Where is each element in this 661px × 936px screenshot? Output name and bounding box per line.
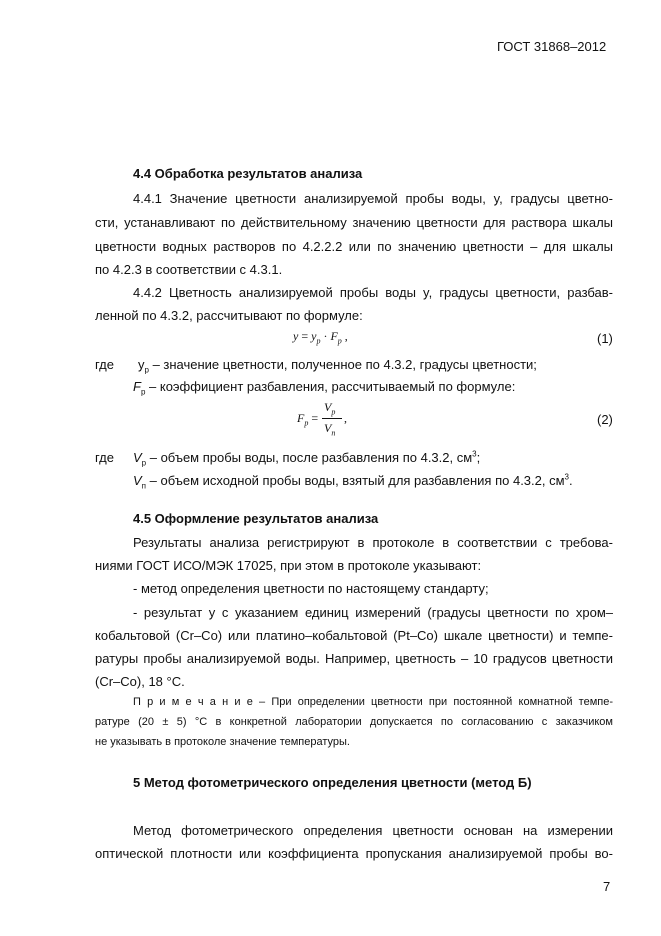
symbol: F [133, 379, 141, 394]
symbol-sub: р [144, 365, 149, 375]
formula-denominator [324, 421, 335, 436]
formula-sub: n [331, 428, 336, 438]
text-line: Метод фотометрического определения цветности основан на измерении [133, 823, 613, 838]
formula-var-vn: V [324, 421, 332, 435]
formula-var-fp: F [330, 329, 338, 343]
section-4-4-heading: 4.4 Обработка результатов анализа [133, 166, 363, 181]
symbol: V [133, 473, 142, 488]
text-line: по 4.2.3 в соответствии с 4.3.1. [95, 262, 283, 277]
formula-1-number: (1) [597, 331, 613, 346]
formula-equals: = [308, 411, 319, 425]
formula-1 [293, 329, 348, 346]
symbol-sub: р [141, 458, 147, 468]
text-line: кобальтовой (Cr–Co) или платино–кобальтовой (Pt–Co) шкале цветности) и темпе- [95, 628, 613, 643]
note-line [133, 696, 613, 709]
definition-vp [133, 450, 480, 466]
formula-sub: р [337, 336, 342, 346]
formula-2-number: (2) [597, 412, 613, 427]
page-number: 7 [603, 879, 611, 894]
definition-end: . [569, 473, 573, 488]
note-label: П р и м е ч а н и е [133, 696, 253, 708]
header-standard: ГОСТ 31868–2012 [497, 39, 607, 54]
symbol: V [133, 450, 142, 465]
formula-var-y: y [293, 329, 299, 343]
note-line: не указывать в протоколе значение температуры. [95, 736, 350, 748]
note-line: ратуре (20 ± 5) °С в конкретной лаборатории допускается по согласованию с заказчиком [95, 716, 613, 728]
formula-equals: = [298, 329, 312, 343]
superscript: 3 [564, 472, 569, 482]
definition-text: – значение цветности, полученное по 4.3.2, градусы цветности; [148, 357, 537, 372]
definition-vn [133, 473, 573, 489]
definition-text: – коэффициент разбавления, рассчитываемый по формуле: [145, 379, 516, 394]
formula-comma: , [341, 329, 348, 343]
symbol-sub: п [141, 481, 147, 491]
formula-var-fp: F [297, 411, 305, 425]
formula-sub: р [316, 336, 321, 346]
formula-lhs [297, 411, 318, 426]
definition-text: – объем пробы воды, после разбавления по 4.3.2, см [146, 450, 473, 465]
text-line: - результат y с указанием единиц измерений (градусы цветности по хром– [133, 605, 613, 620]
definition-yp [138, 357, 537, 373]
definition-fp [133, 379, 515, 395]
text-line: (Cr–Co), 18 °С. [95, 674, 185, 689]
where-label: где [95, 357, 114, 372]
formula-comma: , [344, 411, 347, 425]
text-line: ратуры пробы анализируемой воды. Например, цветность – 10 градусов цветности [95, 651, 613, 666]
formula-sub: р [331, 407, 336, 417]
definition-end: ; [476, 450, 481, 465]
formula-sub: р [304, 418, 309, 428]
text-line: цветности водных растворов по 4.2.2.2 или по значению цветности – для шкалы [95, 239, 613, 254]
list-item: - метод определения цветности по настоящему стандарту; [133, 581, 489, 596]
where-label: где [95, 450, 114, 465]
formula-var-yp: y [311, 329, 317, 343]
superscript: 3 [472, 449, 477, 459]
text-line: ниями ГОСТ ИСО/МЭК 17025, при этом в протоколе указывают: [95, 558, 482, 573]
text-line: 4.4.2 Цветность анализируемой пробы воды y, градусы цветности, разбав- [133, 285, 613, 300]
text-line: сти, устанавливают по действительному значению цветности для раствора шкалы [95, 215, 613, 230]
definition-text: – объем исходной пробы воды, взятый для разбавления по 4.3.2, см [146, 473, 565, 488]
fraction-bar [322, 418, 342, 419]
note-text: – При определении цветности при постоянной комнатной темпе- [252, 696, 613, 708]
formula-numerator [324, 400, 335, 415]
formula-var-vp: V [324, 400, 332, 414]
text-line: ленной по 4.3.2, рассчитывают по формуле: [95, 308, 363, 323]
symbol-sub: р [140, 387, 146, 397]
text-line: 4.4.1 Значение цветности анализируемой пробы воды, y, градусы цветно- [133, 191, 613, 206]
formula-dot: · [320, 329, 331, 343]
section-5-heading: 5 Метод фотометрического определения цветности (метод Б) [133, 775, 532, 790]
symbol: y [138, 357, 145, 372]
text-line: оптической плотности или коэффициента пропускания анализируемой пробы во- [95, 846, 613, 861]
text-line: Результаты анализа регистрируют в протоколе в соответствии с требова- [133, 535, 613, 550]
section-4-5-heading: 4.5 Оформление результатов анализа [133, 511, 379, 526]
